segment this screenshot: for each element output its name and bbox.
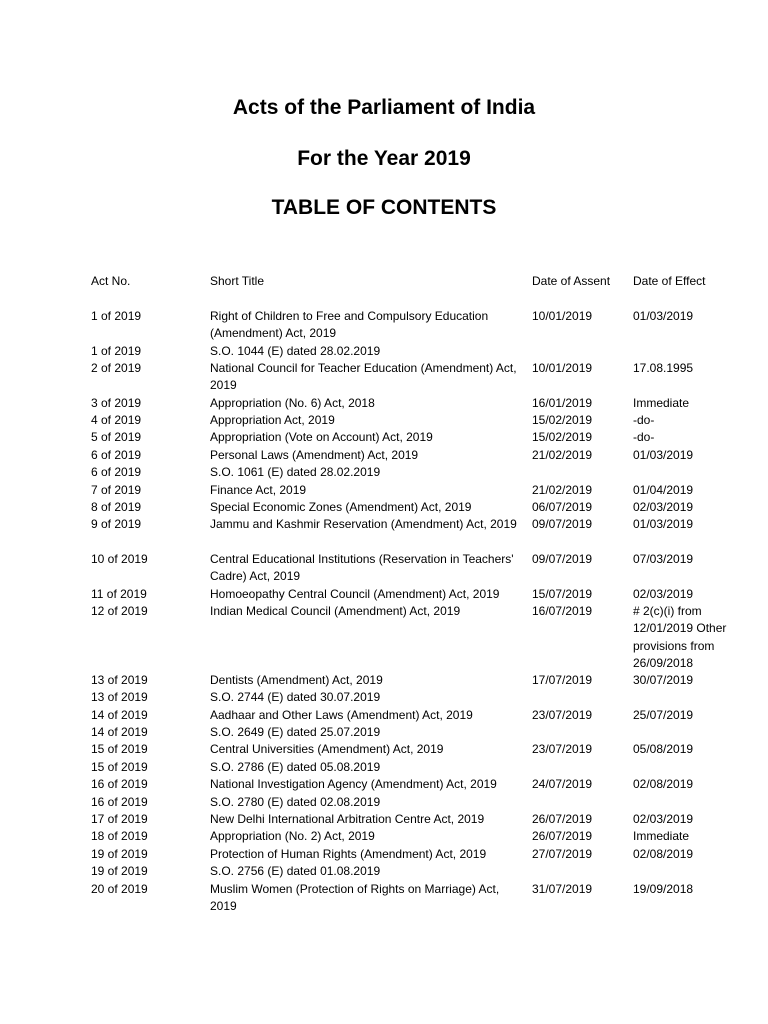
short-title: Appropriation Act, 2019 bbox=[210, 413, 335, 427]
short-title: Indian Medical Council (Amendment) Act, 2019 bbox=[210, 604, 461, 618]
date-of-assent: 16/07/2019 bbox=[532, 604, 593, 618]
short-title: Special Economic Zones (Amendment) Act, 2019 bbox=[210, 500, 472, 514]
short-title: Homoeopathy Central Council (Amendment) Act, 2019 bbox=[210, 587, 500, 601]
act-no: 13 of 2019 bbox=[91, 673, 148, 687]
short-title: National Council for Teacher Education (Amendment) Act, 2019 bbox=[210, 361, 517, 393]
act-no: 8 of 2019 bbox=[91, 500, 142, 514]
date-of-assent: 21/02/2019 bbox=[532, 448, 593, 462]
date-of-assent: 31/07/2019 bbox=[532, 882, 593, 896]
act-no: 18 of 2019 bbox=[91, 829, 148, 843]
date-of-effect: 25/07/2019 bbox=[633, 708, 694, 722]
act-no: 9 of 2019 bbox=[91, 517, 142, 531]
act-no: 1 of 2019 bbox=[91, 309, 142, 323]
act-no: 7 of 2019 bbox=[91, 483, 142, 497]
act-no: 19 of 2019 bbox=[91, 847, 148, 861]
date-of-assent: 09/07/2019 bbox=[532, 552, 593, 566]
short-title: Finance Act, 2019 bbox=[210, 483, 307, 497]
date-of-effect: 17.08.1995 bbox=[633, 361, 694, 375]
act-no: 11 of 2019 bbox=[91, 587, 147, 601]
act-no: 5 of 2019 bbox=[91, 430, 142, 444]
date-of-assent: 21/02/2019 bbox=[532, 483, 593, 497]
act-no: 14 of 2019 bbox=[91, 725, 148, 739]
date-of-effect: Immediate bbox=[633, 829, 690, 843]
date-of-effect: 02/08/2019 bbox=[633, 777, 694, 791]
date-of-effect: 02/03/2019 bbox=[633, 812, 694, 826]
date-of-assent: 15/02/2019 bbox=[532, 413, 593, 427]
date-of-effect: 01/04/2019 bbox=[633, 483, 694, 497]
date-of-assent: 15/07/2019 bbox=[532, 587, 593, 601]
act-no: 1 of 2019 bbox=[91, 344, 142, 358]
date-of-assent: 09/07/2019 bbox=[532, 517, 593, 531]
short-title: S.O. 1061 (E) dated 28.02.2019 bbox=[210, 465, 381, 479]
short-title: Right of Children to Free and Compulsory Education (Amendment) Act, 2019 bbox=[210, 309, 489, 341]
short-title: Appropriation (No. 6) Act, 2018 bbox=[210, 396, 375, 410]
date-of-effect: # 2(c)(i) from 12/01/2019 Other provisions from 26/09/2018 bbox=[633, 604, 727, 670]
act-no: 13 of 2019 bbox=[91, 690, 148, 704]
date-of-effect: 05/08/2019 bbox=[633, 742, 694, 756]
date-of-effect: -do- bbox=[633, 430, 655, 444]
act-no: 10 of 2019 bbox=[91, 552, 148, 566]
act-no: 6 of 2019 bbox=[91, 448, 142, 462]
date-of-effect: Immediate bbox=[633, 396, 690, 410]
short-title: Protection of Human Rights (Amendment) Act, 2019 bbox=[210, 847, 487, 861]
date-of-effect: 01/03/2019 bbox=[633, 309, 694, 323]
short-title: Appropriation (Vote on Account) Act, 2019 bbox=[210, 430, 433, 444]
act-no: 14 of 2019 bbox=[91, 708, 148, 722]
date-of-assent: 10/01/2019 bbox=[532, 361, 593, 375]
date-of-effect: 07/03/2019 bbox=[633, 552, 694, 566]
document-subtitle: For the Year 2019 bbox=[297, 147, 471, 170]
short-title: Personal Laws (Amendment) Act, 2019 bbox=[210, 448, 419, 462]
act-no: 6 of 2019 bbox=[91, 465, 142, 479]
short-title: Aadhaar and Other Laws (Amendment) Act, 2019 bbox=[210, 708, 473, 722]
date-of-assent: 26/07/2019 bbox=[532, 829, 593, 843]
date-of-assent: 26/07/2019 bbox=[532, 812, 593, 826]
header-date-of-effect: Date of Effect bbox=[633, 274, 706, 288]
date-of-effect: 02/03/2019 bbox=[633, 587, 694, 601]
act-no: 16 of 2019 bbox=[91, 777, 148, 791]
act-no: 15 of 2019 bbox=[91, 742, 148, 756]
date-of-effect: 02/08/2019 bbox=[633, 847, 694, 861]
short-title: S.O. 2744 (E) dated 30.07.2019 bbox=[210, 690, 381, 704]
short-title: S.O. 2756 (E) dated 01.08.2019 bbox=[210, 864, 381, 878]
date-of-assent: 10/01/2019 bbox=[532, 309, 593, 323]
date-of-assent: 23/07/2019 bbox=[532, 708, 593, 722]
date-of-assent: 15/02/2019 bbox=[532, 430, 593, 444]
act-no: 15 of 2019 bbox=[91, 760, 148, 774]
header-date-of-assent: Date of Assent bbox=[532, 274, 611, 288]
date-of-effect: 30/07/2019 bbox=[633, 673, 694, 687]
date-of-effect: 01/03/2019 bbox=[633, 448, 694, 462]
date-of-effect: 19/09/2018 bbox=[633, 882, 694, 896]
short-title: Dentists (Amendment) Act, 2019 bbox=[210, 673, 383, 687]
act-no: 2 of 2019 bbox=[91, 361, 142, 375]
document-title: Acts of the Parliament of India bbox=[232, 96, 536, 119]
act-no: 16 of 2019 bbox=[91, 795, 148, 809]
date-of-effect: 01/03/2019 bbox=[633, 517, 694, 531]
date-of-effect: 02/03/2019 bbox=[633, 500, 694, 514]
date-of-assent: 16/01/2019 bbox=[532, 396, 593, 410]
date-of-assent: 17/07/2019 bbox=[532, 673, 593, 687]
short-title: Muslim Women (Protection of Rights on Marriage) Act, 2019 bbox=[210, 882, 500, 914]
short-title: S.O. 2649 (E) dated 25.07.2019 bbox=[210, 725, 381, 739]
act-no: 19 of 2019 bbox=[91, 864, 148, 878]
act-no: 17 of 2019 bbox=[91, 812, 148, 826]
date-of-effect: -do- bbox=[633, 413, 655, 427]
short-title: Appropriation (No. 2) Act, 2019 bbox=[210, 829, 375, 843]
header-act-no: Act No. bbox=[91, 274, 131, 288]
act-no: 3 of 2019 bbox=[91, 396, 142, 410]
table-of-contents-heading: TABLE OF CONTENTS bbox=[271, 196, 497, 219]
short-title: S.O. 2780 (E) dated 02.08.2019 bbox=[210, 795, 381, 809]
short-title: Central Universities (Amendment) Act, 2019 bbox=[210, 742, 444, 756]
act-no: 20 of 2019 bbox=[91, 882, 148, 896]
act-no: 12 of 2019 bbox=[91, 604, 148, 618]
date-of-assent: 23/07/2019 bbox=[532, 742, 593, 756]
act-no: 4 of 2019 bbox=[91, 413, 142, 427]
short-title: S.O. 2786 (E) dated 05.08.2019 bbox=[210, 760, 381, 774]
short-title: S.O. 1044 (E) dated 28.02.2019 bbox=[210, 344, 381, 358]
date-of-assent: 24/07/2019 bbox=[532, 777, 593, 791]
date-of-assent: 06/07/2019 bbox=[532, 500, 593, 514]
date-of-assent: 27/07/2019 bbox=[532, 847, 593, 861]
short-title: Jammu and Kashmir Reservation (Amendment) Act, 2019 bbox=[210, 517, 517, 531]
header-short-title: Short Title bbox=[210, 274, 265, 288]
short-title: Central Educational Institutions (Reservation in Teachers' Cadre) Act, 2019 bbox=[210, 552, 514, 584]
short-title: New Delhi International Arbitration Centre Act, 2019 bbox=[210, 812, 485, 826]
short-title: National Investigation Agency (Amendment) Act, 2019 bbox=[210, 777, 497, 791]
